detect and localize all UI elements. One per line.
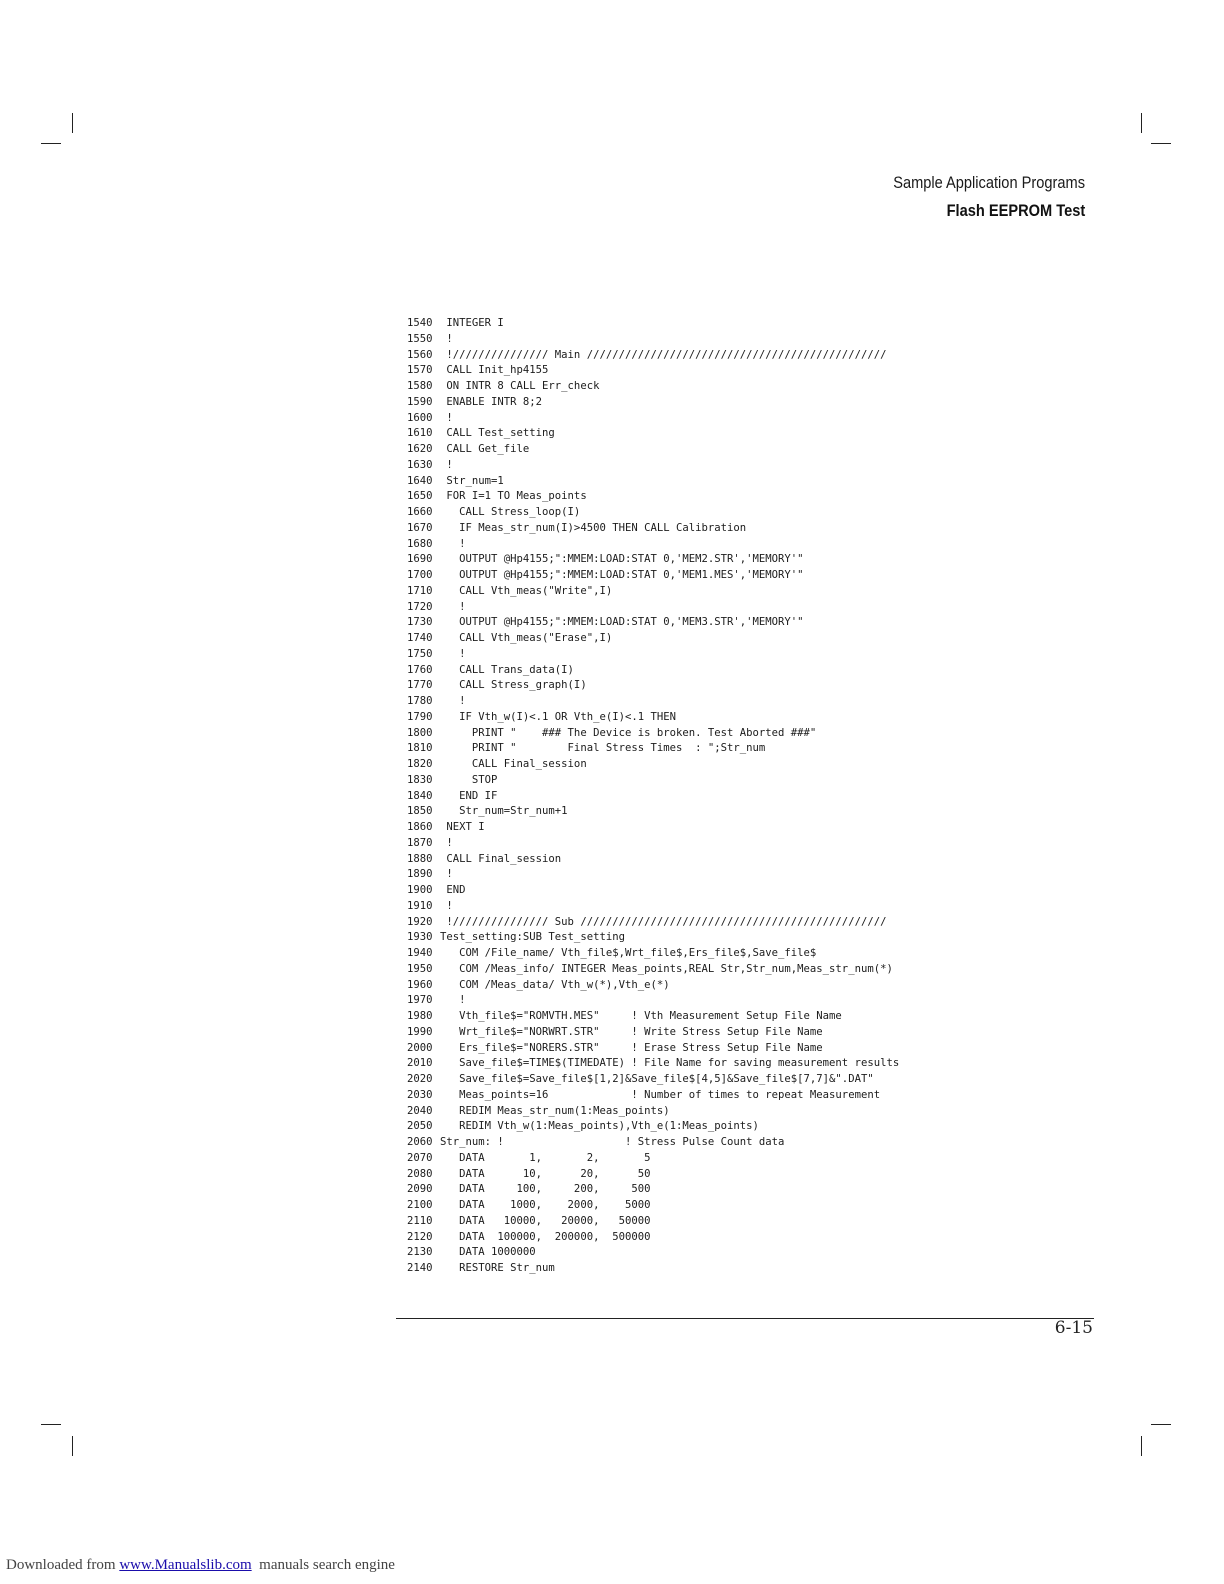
code-text: END <box>440 884 466 896</box>
code-text: CALL Init_hp4155 <box>440 364 549 377</box>
code-text: Vth_file$="ROMVTH.MES" ! Vth Measurement Setup File Name <box>440 1010 842 1022</box>
line-number: 1710 <box>407 584 433 597</box>
code-text: CALL Final_session <box>440 852 562 865</box>
running-header-section: Sample Application Programs <box>893 173 1085 192</box>
code-line <box>407 395 967 411</box>
code-text: CALL Stress_graph(I) <box>440 679 587 692</box>
code-line <box>407 1214 967 1230</box>
code-line <box>407 820 967 836</box>
crop-mark <box>41 1424 61 1425</box>
line-number: 1810 <box>407 742 433 755</box>
code-text: Str_num=1 <box>440 474 504 487</box>
line-number: 1630 <box>407 458 433 471</box>
line-number: 2020 <box>407 1073 433 1085</box>
line-number: 2010 <box>407 1057 433 1070</box>
code-line <box>407 1041 967 1057</box>
code-text: Wrt_file$="NORWRT.STR" ! Write Stress Setup File Name <box>440 1025 823 1038</box>
code-text: DATA 1000, 2000, 5000 <box>440 1199 651 1211</box>
code-text: ! <box>440 537 466 550</box>
line-number: 1800 <box>407 726 433 739</box>
code-line <box>407 379 967 395</box>
page-number: 6-15 <box>1054 1318 1093 1338</box>
line-number: 2110 <box>407 1214 433 1227</box>
code-text: ! <box>440 836 453 849</box>
line-number: 2070 <box>407 1151 433 1164</box>
code-text: ! <box>440 899 453 912</box>
code-line <box>407 726 967 742</box>
line-number: 1980 <box>407 1010 433 1022</box>
line-number: 1550 <box>407 332 433 345</box>
code-line <box>407 505 967 521</box>
code-text: ! <box>440 868 453 881</box>
code-text: ! <box>440 411 453 424</box>
line-number: 2080 <box>407 1167 433 1180</box>
line-number: 1790 <box>407 710 433 723</box>
code-line <box>407 694 967 710</box>
code-text: CALL Vth_meas("Write",I) <box>440 584 613 597</box>
code-line <box>407 316 967 332</box>
crop-mark <box>72 1436 73 1456</box>
code-line <box>407 411 967 427</box>
line-number: 1570 <box>407 364 433 377</box>
code-text: DATA 10, 20, 50 <box>440 1167 651 1180</box>
line-number: 1700 <box>407 569 433 581</box>
code-text: ENABLE INTR 8;2 <box>440 395 543 408</box>
code-line <box>407 1230 967 1246</box>
code-listing <box>407 316 967 1277</box>
code-line <box>407 1009 967 1025</box>
line-number: 1860 <box>407 821 433 833</box>
crop-mark <box>72 113 73 133</box>
code-line <box>407 348 967 364</box>
code-line <box>407 789 967 805</box>
code-line <box>407 647 967 663</box>
download-suffix: manuals search engine <box>251 1557 395 1573</box>
code-line <box>407 474 967 490</box>
code-line <box>407 899 967 915</box>
code-text: RESTORE Str_num <box>440 1262 555 1274</box>
footer-rule <box>396 1318 1094 1319</box>
code-line <box>407 993 967 1009</box>
code-text: ! <box>440 600 466 613</box>
code-text: Meas_points=16 ! Number of times to repeat Measurement <box>440 1088 881 1101</box>
line-number: 2090 <box>407 1183 433 1196</box>
line-number: 1900 <box>407 884 433 896</box>
code-line <box>407 1025 967 1041</box>
line-number: 2040 <box>407 1104 433 1117</box>
code-text: FOR I=1 TO Meas_points <box>440 490 587 503</box>
code-line <box>407 962 967 978</box>
line-number: 1750 <box>407 647 433 660</box>
line-number: 1960 <box>407 978 433 991</box>
code-text: Str_num=Str_num+1 <box>440 805 568 818</box>
code-text: NEXT I <box>440 821 485 833</box>
download-prefix: Downloaded from <box>6 1557 120 1573</box>
code-line <box>407 442 967 458</box>
code-text: Save_file$=TIME$(TIMEDATE) ! File Name for saving measurement results <box>440 1057 900 1070</box>
line-number: 1690 <box>407 553 433 566</box>
crop-mark <box>1141 113 1142 133</box>
line-number: 1730 <box>407 616 433 629</box>
code-line <box>407 1104 967 1120</box>
line-number: 1660 <box>407 506 433 518</box>
code-line <box>407 804 967 820</box>
code-line <box>407 631 967 647</box>
line-number: 2060 <box>407 1136 433 1148</box>
code-line <box>407 1135 967 1151</box>
code-line <box>407 521 967 537</box>
line-number: 1770 <box>407 679 433 692</box>
code-text: Ers_file$="NORERS.STR" ! Erase Stress Setup File Name <box>440 1041 823 1054</box>
crop-mark <box>41 143 61 144</box>
code-line <box>407 584 967 600</box>
code-text: END IF <box>440 789 498 802</box>
crop-mark <box>1151 1424 1171 1425</box>
code-text: REDIM Meas_str_num(1:Meas_points) <box>440 1104 670 1117</box>
code-text: ON INTR 8 CALL Err_check <box>440 380 600 392</box>
code-text: DATA 1, 2, 5 <box>440 1151 651 1164</box>
line-number: 1880 <box>407 852 433 865</box>
code-line <box>407 852 967 868</box>
code-line <box>407 1182 967 1198</box>
code-text: INTEGER I <box>440 317 504 329</box>
code-text: DATA 100, 200, 500 <box>440 1183 651 1196</box>
code-text: ! <box>440 332 453 345</box>
code-line <box>407 1119 967 1135</box>
line-number: 1670 <box>407 521 433 534</box>
code-text: OUTPUT @Hp4155;":MMEM:LOAD:STAT 0,'MEM2.STR','MEMORY'" <box>440 553 804 566</box>
line-number: 1940 <box>407 947 433 959</box>
code-text: CALL Final_session <box>440 758 587 770</box>
line-number: 1720 <box>407 600 433 613</box>
code-line <box>407 1245 967 1261</box>
code-text: DATA 10000, 20000, 50000 <box>440 1214 651 1227</box>
line-number: 2050 <box>407 1120 433 1133</box>
code-line <box>407 363 967 379</box>
code-text: ! <box>440 458 453 471</box>
code-text: ! <box>440 695 466 707</box>
code-line <box>407 489 967 505</box>
line-number: 1650 <box>407 490 433 503</box>
code-text: IF Meas_str_num(I)>4500 THEN CALL Calibration <box>440 521 747 534</box>
code-line <box>407 678 967 694</box>
line-number: 1950 <box>407 962 433 975</box>
code-text: Test_setting:SUB Test_setting <box>440 931 625 944</box>
code-text: REDIM Vth_w(1:Meas_points),Vth_e(1:Meas_points) <box>440 1120 759 1133</box>
line-number: 2100 <box>407 1199 433 1211</box>
code-line <box>407 710 967 726</box>
line-number: 2030 <box>407 1088 433 1101</box>
code-line <box>407 615 967 631</box>
code-line <box>407 1151 967 1167</box>
code-text: CALL Test_setting <box>440 427 555 440</box>
code-line <box>407 552 967 568</box>
code-line <box>407 883 967 899</box>
line-number: 1600 <box>407 411 433 424</box>
code-line <box>407 946 967 962</box>
code-line <box>407 1198 967 1214</box>
code-line <box>407 930 967 946</box>
line-number: 1920 <box>407 915 433 928</box>
manualslib-link[interactable]: www.Manualslib.com <box>119 1557 252 1573</box>
line-number: 1610 <box>407 427 433 440</box>
code-line <box>407 915 967 931</box>
code-line <box>407 836 967 852</box>
code-line <box>407 1167 967 1183</box>
code-text: CALL Stress_loop(I) <box>440 506 581 518</box>
code-text: COM /File_name/ Vth_file$,Wrt_file$,Ers_file$,Save_file$ <box>440 947 817 959</box>
code-text: DATA 1000000 <box>440 1246 536 1259</box>
code-text: ! <box>440 647 466 660</box>
code-line <box>407 1261 967 1277</box>
line-number: 1590 <box>407 395 433 408</box>
code-line <box>407 978 967 994</box>
line-number: 1990 <box>407 1025 433 1038</box>
line-number: 1870 <box>407 836 433 849</box>
line-number: 1840 <box>407 789 433 802</box>
code-text: COM /Meas_data/ Vth_w(*),Vth_e(*) <box>440 978 670 991</box>
code-text: PRINT " Final Stress Times : ";Str_num <box>440 742 766 755</box>
code-line <box>407 600 967 616</box>
line-number: 1910 <box>407 899 433 912</box>
code-text: PRINT " ### The Device is broken. Test Aborted ###" <box>440 726 817 739</box>
line-number: 1830 <box>407 773 433 786</box>
code-line <box>407 867 967 883</box>
code-line <box>407 332 967 348</box>
code-line <box>407 757 967 773</box>
line-number: 1970 <box>407 994 433 1007</box>
code-text: !/////////////// Main /////////////////////////////////////////////// <box>440 348 887 361</box>
code-text: OUTPUT @Hp4155;":MMEM:LOAD:STAT 0,'MEM1.MES','MEMORY'" <box>440 569 804 581</box>
code-text: CALL Get_file <box>440 443 530 455</box>
crop-mark <box>1141 1436 1142 1456</box>
line-number: 1540 <box>407 317 433 329</box>
line-number: 1930 <box>407 931 433 944</box>
code-text: Save_file$=Save_file$[1,2]&Save_file$[4,5]&Save_file$[7,7]&".DAT" <box>440 1073 874 1085</box>
code-text: OUTPUT @Hp4155;":MMEM:LOAD:STAT 0,'MEM3.STR','MEMORY'" <box>440 616 804 629</box>
code-text: DATA 100000, 200000, 500000 <box>440 1230 651 1243</box>
line-number: 1740 <box>407 632 433 644</box>
line-number: 2120 <box>407 1230 433 1243</box>
line-number: 1890 <box>407 868 433 881</box>
line-number: 1680 <box>407 537 433 550</box>
code-line <box>407 568 967 584</box>
code-text: Str_num: ! ! Stress Pulse Count data <box>440 1136 785 1148</box>
download-notice <box>6 1557 395 1574</box>
code-line <box>407 1088 967 1104</box>
line-number: 1560 <box>407 348 433 361</box>
line-number: 1850 <box>407 805 433 818</box>
code-text: IF Vth_w(I)<.1 OR Vth_e(I)<.1 THEN <box>440 710 676 723</box>
code-line <box>407 1056 967 1072</box>
code-line <box>407 426 967 442</box>
line-number: 1820 <box>407 758 433 770</box>
code-text: !/////////////// Sub //////////////////////////////////////////////// <box>440 915 887 928</box>
code-text: STOP <box>440 773 498 786</box>
line-number: 1620 <box>407 443 433 455</box>
line-number: 1780 <box>407 695 433 707</box>
line-number: 1580 <box>407 380 433 392</box>
running-header-title: Flash EEPROM Test <box>946 201 1085 220</box>
line-number: 2140 <box>407 1262 433 1274</box>
code-line <box>407 1072 967 1088</box>
code-line <box>407 458 967 474</box>
line-number: 1760 <box>407 663 433 676</box>
code-line <box>407 773 967 789</box>
code-text: CALL Trans_data(I) <box>440 663 574 676</box>
code-line <box>407 663 967 679</box>
code-line <box>407 537 967 553</box>
line-number: 2000 <box>407 1041 433 1054</box>
code-text: CALL Vth_meas("Erase",I) <box>440 632 613 644</box>
line-number: 2130 <box>407 1246 433 1259</box>
code-line <box>407 741 967 757</box>
line-number: 1640 <box>407 474 433 487</box>
code-text: COM /Meas_info/ INTEGER Meas_points,REAL Str,Str_num,Meas_str_num(*) <box>440 962 893 975</box>
code-text: ! <box>440 994 466 1007</box>
crop-mark <box>1151 143 1171 144</box>
